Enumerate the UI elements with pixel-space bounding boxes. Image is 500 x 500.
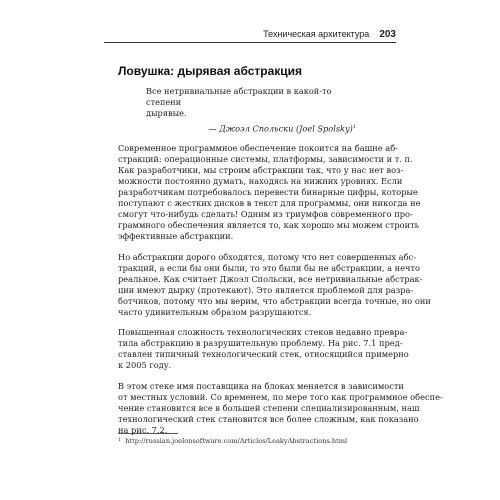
epigraph-line: Все нетривиальные абстракции в какой-то степени — [146, 86, 332, 108]
text-line: на рис. 7.2. — [118, 424, 168, 435]
text-line: технологический стек становится все более сложным, как показано — [118, 413, 419, 424]
text-line: от местных условий. Со временем, по мере того как программное обеспе- — [118, 391, 443, 402]
header-rule — [104, 42, 396, 43]
text-line: эффективные абстракции. — [118, 231, 234, 241]
epigraph-attribution — [146, 122, 356, 135]
text-line: часто удивительным образом разрушаются. — [118, 306, 312, 317]
text-line: разработчикам потребовалось перевести бинарные цифры, которые — [118, 187, 418, 197]
text-line: Повышенная сложность технологических стеков недавно превра- — [118, 327, 408, 337]
section-heading: Ловушка: дырявая абстракция — [118, 64, 303, 78]
text-line: Но абстракции дорого обходятся, потому что нет совершенных абс- — [118, 251, 416, 262]
text-line: тракций, а если бы они были, то это были бы не абстракции, а нечто — [118, 262, 420, 273]
text-line: чение становится все в большей степени специализированным, наш — [118, 402, 420, 413]
page-number: 203 — [379, 29, 396, 40]
text-line: реальное. Как считает Джоэл Спольски, все нетривиальные абстрак- — [118, 273, 423, 284]
text-line: можности постоянно думать, находясь на нижних уровнях. Если — [118, 176, 403, 186]
text-line: граммного обеспечения является то, как хорошо мы можем строить — [118, 220, 420, 230]
epigraph-quote — [146, 86, 356, 120]
footnote — [118, 437, 347, 445]
paragraph — [118, 327, 409, 371]
text-line: Как разработчики, мы строим абстракции так, что у нас нет воз- — [118, 165, 404, 175]
footnote-url: http://russian.joelonsoftware.com/Articles/LeakyAbstractions.html — [125, 437, 348, 445]
text-line: тила абстракцию в разрушительную проблему. На рис. 7.1 пред- — [118, 338, 403, 348]
paragraph — [118, 143, 421, 242]
epigraph-line: дырявые. — [146, 108, 187, 119]
text-line: смогут что-нибудь сделать! Одним из триумфов современного про- — [118, 209, 413, 219]
running-title: Техническая архитектура — [263, 29, 370, 39]
text-line: стракций: операционные системы, платформы, зависимости и т. п. — [118, 154, 413, 164]
footnote-ref: 1 — [352, 123, 356, 130]
paragraph — [118, 251, 431, 318]
footnote-rule — [118, 433, 178, 434]
text-line: В этом стеке имя поставщика на блоках меняется в зависимости — [118, 380, 404, 391]
text-line: ции имеют дырку (протекают). Это является проблемой для разра- — [118, 284, 414, 295]
footnote-marker: 1 — [118, 437, 122, 443]
attribution-text: — Джоэл Спольски (Joel Spolsky) — [208, 123, 353, 134]
text-line: Современное программное обеспечение покоится на башне аб- — [118, 143, 398, 153]
text-line: к 2005 году. — [118, 360, 172, 370]
text-line: ботчиков, потому что мы верим, что абстракции всегда точные, но они — [118, 295, 431, 306]
text-line: ставлен типичный технологический стек, относящийся примерно — [118, 349, 409, 359]
body-text — [118, 143, 443, 445]
text-line: поступают с жестких дисков в текст для программы, они никогда не — [118, 198, 421, 208]
epigraph — [146, 86, 356, 135]
running-head — [104, 29, 396, 43]
paragraph — [118, 380, 443, 436]
